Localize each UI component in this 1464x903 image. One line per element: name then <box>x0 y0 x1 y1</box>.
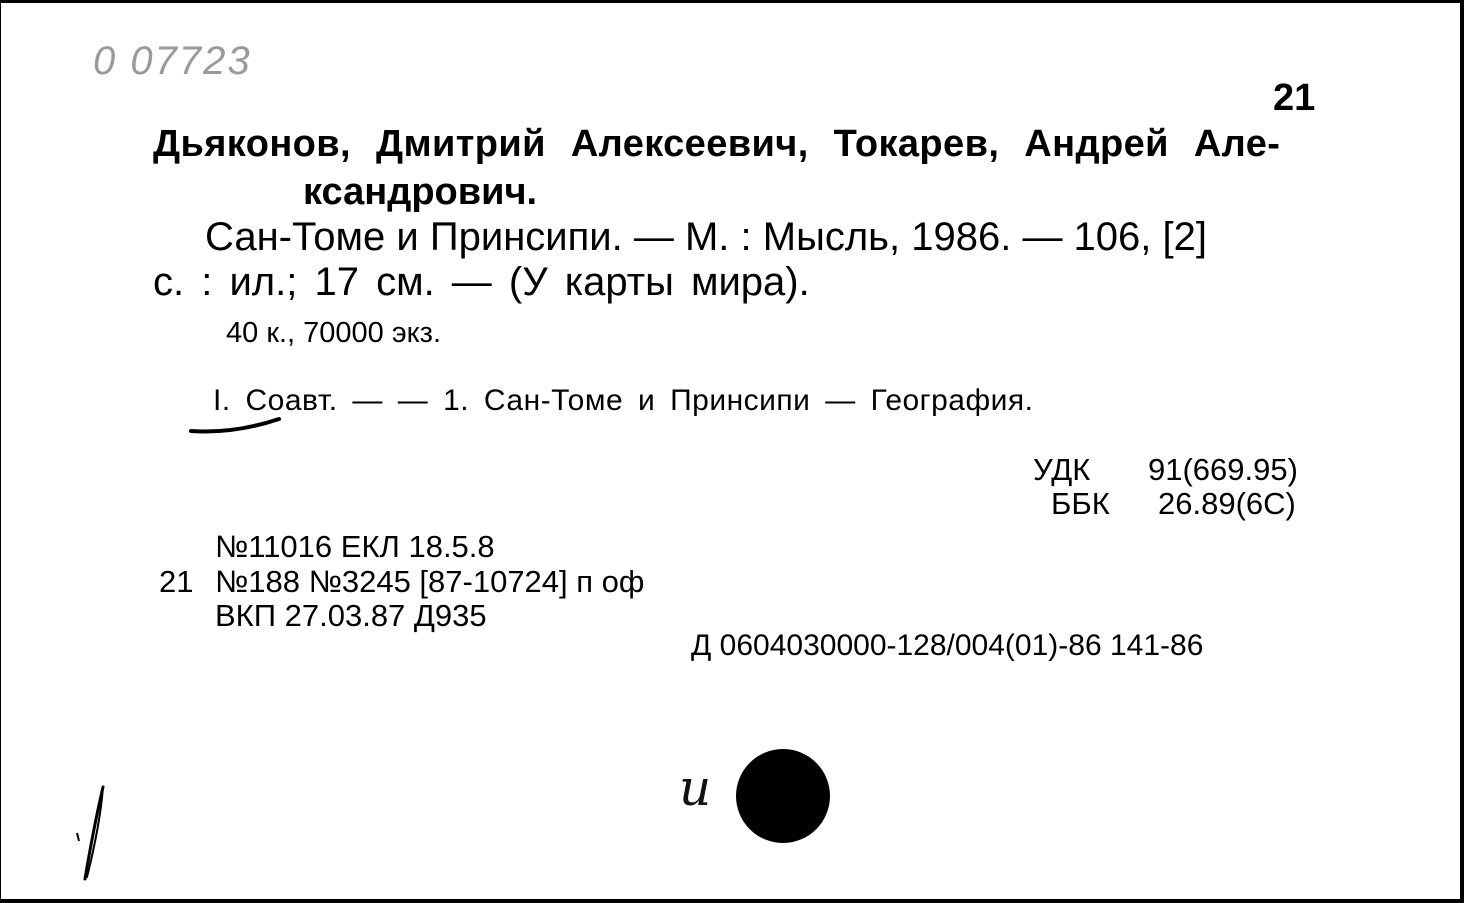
tracings: I. Соавт. — — 1. Сан-Томе и Принсипи — География. <box>213 384 1034 417</box>
inventory-stamp: 0 07723 <box>93 39 252 83</box>
title-description-line2: с. : ил.; 17 см. — (У карты мира). <box>153 260 810 304</box>
udc-label: УДК <box>1033 452 1091 487</box>
publisher-info-line3: ВКП 27.03.87 Д935 <box>215 598 487 633</box>
bbk-label: ББК <box>1051 486 1110 521</box>
title-description-line1: Сан-Томе и Принсипи. — М. : Мысль, 1986. — 106, [2] <box>205 215 1207 259</box>
publisher-info-line2: №188 №3245 [87-10724] п оф <box>215 564 645 599</box>
udc-value: 91(669.95) <box>1148 452 1298 487</box>
author-heading-line2: ксандрович. <box>303 171 538 213</box>
punched-hole-dot <box>736 749 830 843</box>
handwritten-underline <box>189 413 289 437</box>
index-code: Д 0604030000-128/004(01)-86 141-86 <box>691 629 1204 662</box>
handwritten-mark: и <box>679 759 712 817</box>
publisher-info-line1: №11016 ЕКЛ 18.5.8 <box>215 529 495 564</box>
card-number: 21 <box>1273 77 1316 119</box>
pencil-stroke-mark <box>65 783 125 883</box>
author-heading-line1: Дьяконов, Дмитрий Алексеевич, Токарев, Андрей Але- <box>153 123 1281 165</box>
publisher-info-number: 21 <box>159 564 194 599</box>
price-print-run: 40 к., 70000 экз. <box>226 317 442 349</box>
bbk-value: 26.89(6C) <box>1158 486 1296 521</box>
